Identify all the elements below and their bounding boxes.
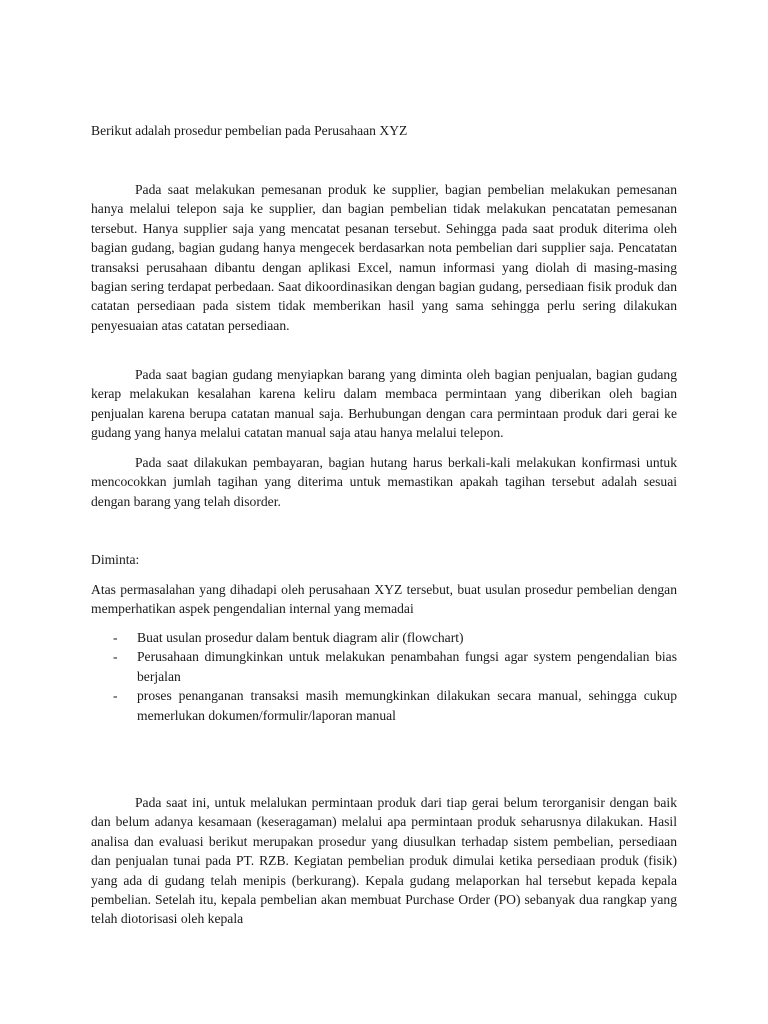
document-heading: Berikut adalah prosedur pembelian pada Perusahaan XYZ [91,123,408,138]
paragraph-2: Pada saat bagian gudang menyiapkan barang yang diminta oleh bagian penjualan, bagian gudang kerap melakukan kesalahan karena keliru dalam membaca permintaan yang diberikan oleh bagian penjualan karena berupa catatan manual saja. Berhubungan dengan cara permintaan produk dari gerai ke gudang yang hanya melalui catatan manual saja atau hanya melalui telepon. [91,367,677,441]
paragraph-1: Pada saat melakukan pemesanan produk ke supplier, bagian pembelian melakukan pemesanan hanya melalui telepon saja ke supplier, dan bagian pembelian tidak melakukan pencatatan pemesanan tersebut. Hanya supplier saja yang mencatat pesanan tersebut. Sehingga pada saat produk diterima oleh bagian gudang, bagian gudang hanya mengecek berdasarkan nota pembelian dari supplier saja. Pencatatan transaksi perusahaan dibantu dengan aplikasi Excel, namun informasi yang diolah di masing-masing bagian sering terdapat perbedaan. Saat dikoordinasikan dengan bagian gudang, persediaan fisik produk dan catatan persediaan pada sistem tidak memberikan hasil yang sama sehingga perlu sering dilakukan penyesuaian atas catatan persediaan. [91,182,677,333]
paragraph-3-container [91,453,677,511]
bullet-dash: - [113,688,118,704]
diminta-text-container [91,580,677,619]
list-item-text: Buat usulan prosedur dalam bentuk diagram alir (flowchart) [137,630,464,645]
closing-paragraph-container [91,793,677,929]
list-item-text: Perusahaan dimungkinkan untuk melakukan penambahan fungsi agar system pengendalian bias berjalan [137,649,677,684]
diminta-label: Diminta: [91,552,140,567]
list-item [91,628,677,647]
list-item-text: proses penanganan transaksi masih memungkinkan dilakukan secara manual, sehingga cukup memerlukan dokumen/formulir/laporan manual [137,688,677,723]
list-item [91,647,677,686]
list-item [91,686,677,725]
bullet-dash: - [113,649,118,665]
paragraph-3: Pada saat dilakukan pembayaran, bagian hutang harus berkali-kali melakukan konfirmasi untuk mencocokkan jumlah tagihan yang diterima untuk memastikan apakah tagihan tersebut adalah sesuai dengan barang yang telah disorder. [91,455,677,509]
diminta-text: Atas permasalahan yang dihadapi oleh perusahaan XYZ tersebut, buat usulan prosedur pembelian dengan memperhatikan aspek pengendalian internal yang memadai [91,582,677,617]
requirements-list [91,628,677,725]
bullet-dash: - [113,630,118,645]
paragraph-2-container [91,365,677,443]
paragraph-1-container [91,180,677,335]
closing-paragraph: Pada saat ini, untuk melalukan permintaan produk dari tiap gerai belum terorganisir dengan baik dan belum adanya kesamaan (keseragaman) melalui apa permintaan produk seharusnya dilakukan. Hasil analisa dan evaluasi berikut merupakan prosedur yang diusulkan terhadap sistem pembelian, persediaan dan penjualan tunai pada PT. RZB. Kegiatan pembelian produk dimulai ketika persediaan produk (fisik) yang ada di gudang telah menipis (berkurang). Kepala gudang melaporkan hal tersebut kepada kepala pembelian. Setelah itu, kepala pembelian akan membuat Purchase Order (PO) sebanyak dua rangkap yang telah diotorisasi oleh kepala [91,795,677,927]
